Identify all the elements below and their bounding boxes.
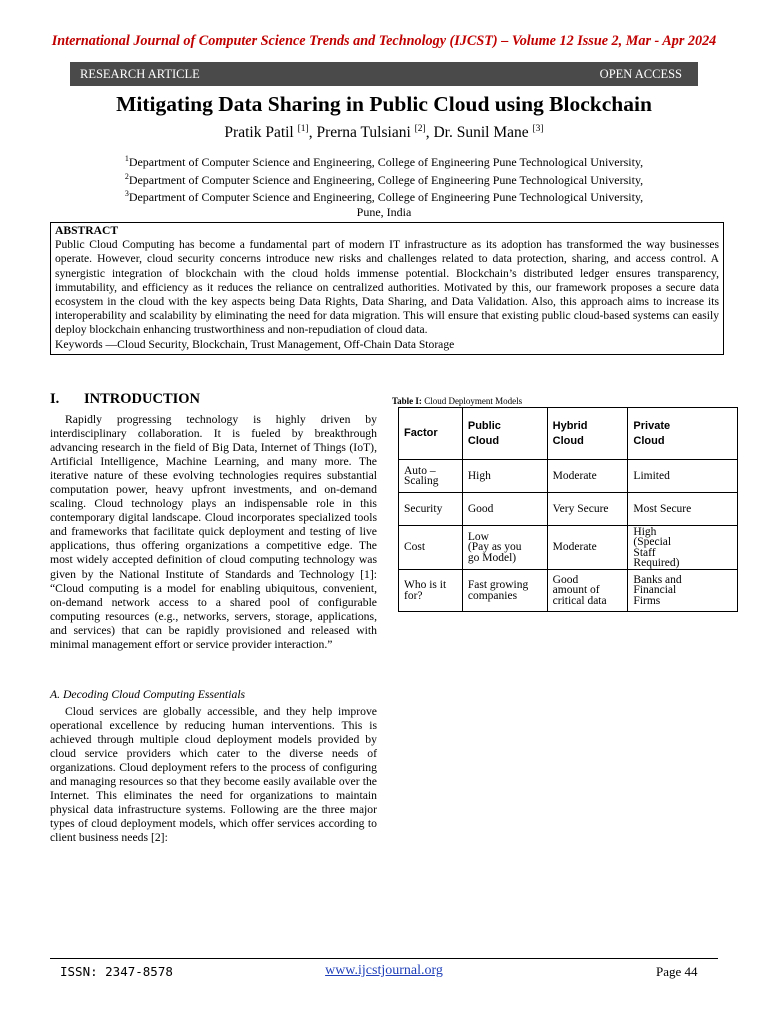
cell-line: Staff bbox=[633, 546, 656, 559]
table-cell bbox=[628, 526, 738, 570]
section-number: I. bbox=[50, 391, 60, 407]
table-caption bbox=[392, 396, 522, 406]
author-list: Pratik Patil [1], Prerna Tulsiani [2], Dr. Sunil Mane [3] bbox=[224, 124, 544, 142]
footer-journal-link[interactable]: www.ijcstjournal.org bbox=[325, 963, 443, 978]
cell-line: Cloud bbox=[467, 434, 500, 447]
cell-line: Auto – bbox=[404, 464, 436, 477]
cell-line: for? bbox=[404, 589, 423, 602]
table-caption-label: Table I: bbox=[392, 396, 422, 406]
open-access-label: OPEN ACCESS bbox=[599, 66, 682, 81]
deployment-models-table bbox=[398, 407, 738, 612]
affiliation-text: Department of Computer Science and Engineering, College of Engineering Pune Technological University, bbox=[128, 172, 644, 187]
affiliation-number: 2 bbox=[124, 171, 129, 181]
cell-line: High bbox=[633, 525, 657, 538]
author-name: Pratik Patil bbox=[224, 124, 294, 142]
table-caption-text: Cloud Deployment Models bbox=[421, 396, 523, 406]
table-cell bbox=[462, 460, 547, 493]
table-cell bbox=[628, 493, 738, 526]
cell-line: Required) bbox=[633, 557, 680, 569]
table-header-cell bbox=[547, 408, 628, 460]
journal-header: International Journal of Computer Science Trends and Technology (IJCST) – Volume 12 Issue 2, Mar - Apr 2024 bbox=[51, 33, 717, 49]
table-row bbox=[399, 493, 738, 526]
affiliations bbox=[0, 152, 768, 219]
cell-line: amount of bbox=[552, 584, 600, 597]
affiliation-location: Pune, India bbox=[356, 204, 412, 219]
table-row bbox=[399, 460, 738, 493]
author-name: Prerna Tulsiani bbox=[316, 124, 411, 142]
cell-line: Security bbox=[404, 502, 443, 515]
cell-line: Factor bbox=[404, 427, 438, 439]
affiliation-number: 3 bbox=[124, 189, 129, 198]
table-cell bbox=[628, 460, 738, 493]
cell-line: Very Secure bbox=[552, 502, 609, 515]
abstract-box bbox=[50, 222, 724, 355]
cell-line: Moderate bbox=[552, 541, 597, 554]
affiliation-line bbox=[0, 187, 768, 205]
keywords: Keywords —Cloud Security, Blockchain, Trust Management, Off-Chain Data Storage bbox=[55, 337, 455, 351]
table-row bbox=[399, 526, 738, 570]
table-row bbox=[399, 570, 738, 612]
article-banner bbox=[70, 62, 698, 86]
article-type-label: RESEARCH ARTICLE bbox=[80, 66, 200, 81]
affiliation-text: Department of Computer Science and Engineering, College of Engineering Pune Technological University, bbox=[128, 190, 644, 204]
author-name: Dr. Sunil Mane bbox=[433, 124, 529, 142]
footer-page-number: Page 44 bbox=[656, 964, 698, 979]
affiliation-line bbox=[0, 152, 768, 170]
table-cell bbox=[547, 526, 628, 570]
table-cell bbox=[399, 526, 463, 570]
affiliation-number: 1 bbox=[124, 154, 129, 163]
table-header-row bbox=[399, 408, 738, 460]
cell-line: companies bbox=[467, 589, 518, 602]
footer-divider bbox=[50, 958, 718, 959]
affiliation-text: Department of Computer Science and Engineering, College of Engineering Pune Technological University, bbox=[128, 155, 644, 169]
cell-line: Financial bbox=[633, 584, 677, 597]
table-cell bbox=[547, 460, 628, 493]
abstract-text: Public Cloud Computing has become a fundamental part of modern IT infrastructure as its adoption has transformed the way businesses operate. However, cloud security concerns introduce new risks and challenges related to data protection, sharing, and access control. A synergistic integration of blockchain with the cloud holds immense potential. Blockchain’s distributed ledger ensures transparency, immutability, and efficiency as it reduces the reliance on centralized authorities. Motivated by this, our framework proposes a secure data ecosystem in the cloud with the key aspects being Data Rights, Data Sharing, and Data Validation. Also, this approach aims to increase its interoperability and scalability by eliminating the need for data migration. This will ensure that existing public cloud-based systems can easily deploy blockchain enhancing trustworthiness and non-repudiation of cloud data. bbox=[55, 238, 719, 337]
cell-line: Cloud bbox=[552, 434, 584, 447]
cell-line: go Model) bbox=[467, 551, 517, 564]
cell-line: Scaling bbox=[404, 475, 439, 487]
cell-line: Low bbox=[467, 530, 489, 543]
table-cell bbox=[399, 493, 463, 526]
table-header-cell bbox=[399, 408, 463, 460]
cell-line: Good bbox=[552, 573, 579, 586]
author-mark: [3] bbox=[532, 124, 544, 134]
paper-title: Mitigating Data Sharing in Public Cloud using Blockchain bbox=[116, 92, 652, 116]
cell-line: (Special bbox=[633, 536, 672, 548]
table-cell bbox=[399, 460, 463, 493]
author-mark: [2] bbox=[414, 124, 426, 134]
cell-line: Private bbox=[633, 419, 671, 432]
cell-line: Hybrid bbox=[552, 419, 588, 432]
cell-line: (Pay as you bbox=[467, 541, 522, 554]
author-mark: [1] bbox=[297, 124, 309, 134]
subsection-heading: A. Decoding Cloud Computing Essentials bbox=[50, 688, 246, 701]
abstract-heading: ABSTRACT bbox=[55, 224, 119, 237]
cell-line: Cloud bbox=[633, 434, 665, 447]
cell-line: Public bbox=[467, 419, 501, 432]
table-cell bbox=[399, 570, 463, 612]
cell-line: Firms bbox=[633, 594, 661, 607]
cell-line: Who is it bbox=[404, 579, 447, 591]
table-header-cell bbox=[628, 408, 738, 460]
table-cell bbox=[547, 570, 628, 612]
cell-line: Fast growing bbox=[467, 579, 529, 591]
table-cell bbox=[547, 493, 628, 526]
table-cell bbox=[462, 493, 547, 526]
cell-line: Limited bbox=[633, 469, 670, 482]
table-cell bbox=[462, 526, 547, 570]
affiliation-line bbox=[0, 170, 768, 188]
cell-line: Banks and bbox=[633, 573, 682, 586]
section-title: INTRODUCTION bbox=[84, 391, 201, 407]
table-cell bbox=[462, 570, 547, 612]
cell-line: critical data bbox=[552, 594, 607, 607]
intro-paragraph-2: Cloud services are globally accessible, and they help improve operational excellence by reducing human interventions. This is achieved through multiple cloud deployment models provided by cloud service providers which cater to the diverse needs of organizations. Cloud deployment refers to the process of configuring and managing resources so that they become easily available over the Internet. This eliminates the need for organizations to maintain physical data infrastructure systems. Following are the three major types of cloud deployment models, which offer services according to client business needs [2]: bbox=[50, 705, 377, 845]
intro-paragraph: Rapidly progressing technology is highly driven by interdisciplinary collaboration. It is fueled by breakthrough advancing research in the field of Big Data, Internet of Things (IoT), Artificial Intelligence, Machine Learning, and many more. The iterative nature of these evolving technologies requires substantial computation power, heavy upfront investments, and on-demand scaling. Cloud technology plays an indispensable role in this contemporary digital landscape. Cloud incorporates specialized tools and frameworks that facilitate quick deployment and testing of live applications, thus offering organizations a competitive edge. The most widely accepted definition of cloud computing technology was given by the National Institute of Standards and Technology [1]: “Cloud computing is a model for enabling ubiquitous, convenient, on-demand network access to a shared pool of configurable computing resources (e.g., networks, servers, storage, applications, and services) that can be rapidly provisioned and released with minimal management effort or service provider interaction.” bbox=[50, 413, 377, 651]
cell-line: High bbox=[467, 469, 491, 482]
table-cell bbox=[628, 570, 738, 612]
cell-line: Good bbox=[467, 502, 494, 515]
table-header-cell bbox=[462, 408, 547, 460]
section-heading-introduction bbox=[50, 391, 200, 408]
cell-line: Cost bbox=[404, 541, 426, 554]
cell-line: Moderate bbox=[552, 469, 597, 482]
cell-line: Most Secure bbox=[633, 502, 692, 515]
footer-issn: ISSN: 2347-8578 bbox=[60, 964, 173, 979]
